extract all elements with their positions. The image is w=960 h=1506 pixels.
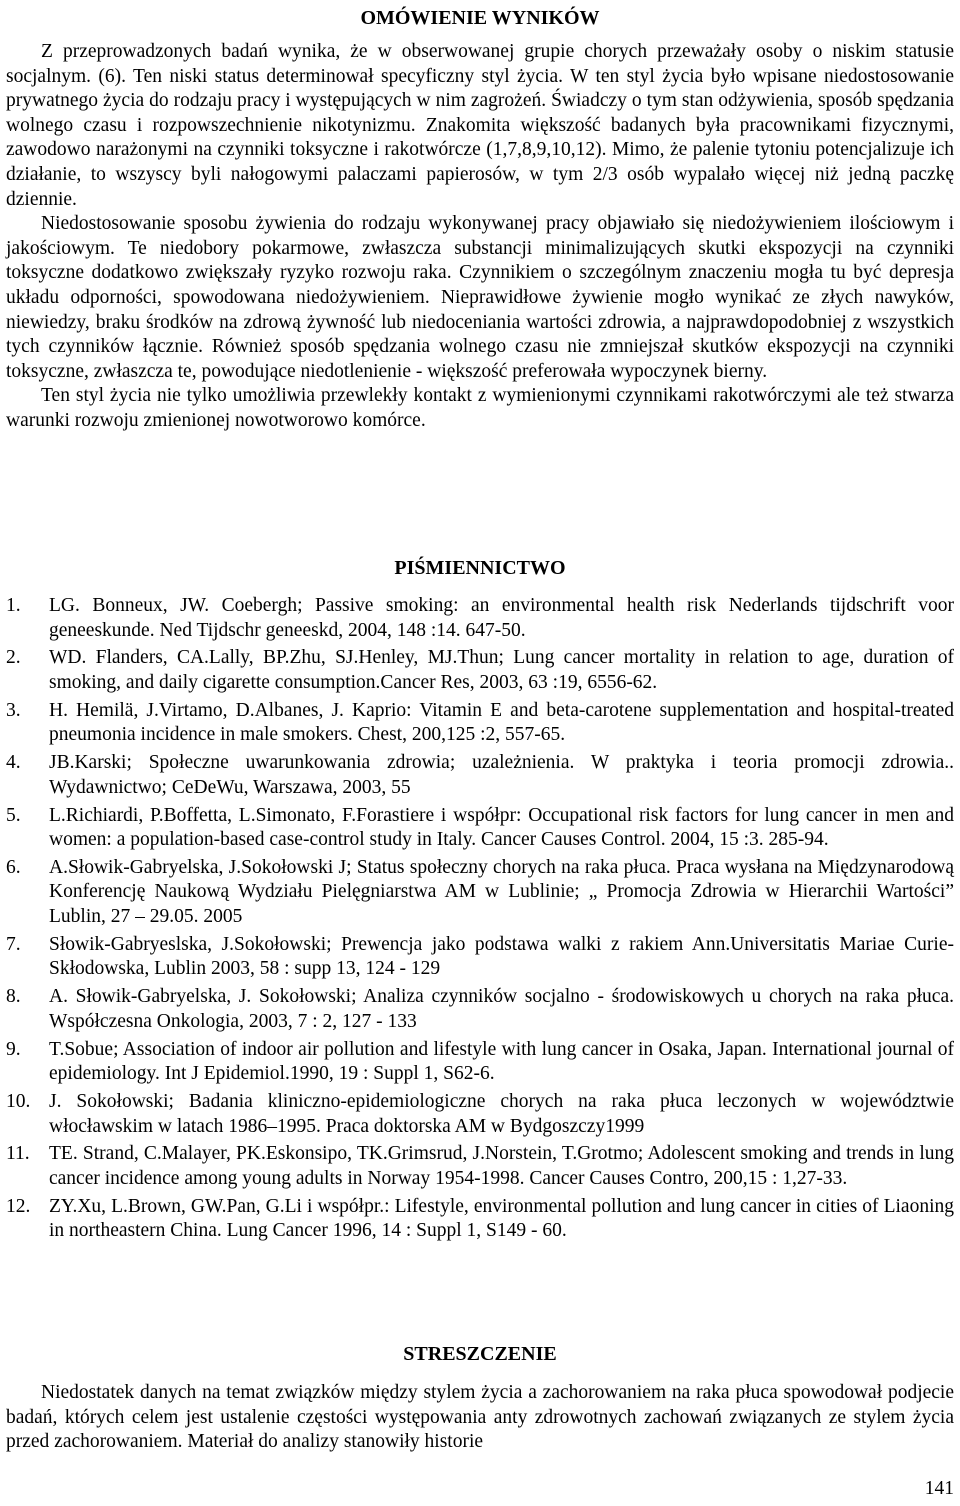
results-paragraph: Ten styl życia nie tylko umożliwia przewlekły kontakt z wymienionymi czynnikami rakotwórczymi ale też stwarza warunki rozwoju zmienionej nowotworowo komórce.	[6, 385, 954, 431]
reference-item	[6, 804, 954, 853]
reference-number: 6.	[6, 856, 21, 878]
results-paragraph: Niedostosowanie sposobu żywienia do rodzaju wykonywanej pracy objawiało się niedożywieniem ilościowym i jakościowym. Te niedobory pokarmowe, zwłaszcza substancji minimalizujących skutki ekspozycji na czynniki toksyczne dodatkowo zwiększały ryzyko rozwoju raka. Czynnikiem o szczególnym znaczeniu mogła tu być depresja układu odporności, spowodowana niedożywieniem. Nieprawidłowe żywienie mogło wynikać ze złych nawyków, niewiedzy, braku środków na zdrową żywność lub niedoceniania wartości zdrowia, a najprawdopodobniej z wszystkich tych czynników łącznie. Również sposób spędzania wolnego czasu nie zmniejszał skutków ekspozycji na czynniki toksyczne, zwłaszcza te, powodujące niedotlenienie - większość preferowała wypoczynek bierny.	[6, 213, 954, 382]
reference-number: 4.	[6, 752, 21, 774]
reference-text: T.Sobue; Association of indoor air pollution and lifestyle with lung cancer in Osaka, Japan. International journal of epidemiology. Int J Epidemiol.1990, 19 : Suppl 1, S62-6.	[49, 1038, 954, 1085]
reference-text: WD. Flanders, CA.Lally, BP.Zhu, SJ.Henley, MJ.Thun; Lung cancer mortality in relation to age, duration of smoking, and daily cigarette consumption.Cancer Res, 2003, 63 :19, 6556-62.	[49, 647, 954, 693]
summary-section	[6, 1342, 954, 1455]
reference-text: J. Sokołowski; Badania kliniczno-epidemiologiczne chorych na raka płuca leczonych w województwie włocławskim w latach 1986–1995. Praca doktorska AM w Bydgoszczy1999	[49, 1090, 954, 1137]
reference-number: 5.	[6, 804, 21, 826]
reference-number: 8.	[6, 986, 21, 1008]
reference-item	[6, 933, 954, 982]
reference-number: 3.	[6, 699, 21, 721]
reference-item	[6, 1195, 954, 1244]
results-paragraph: Z przeprowadzonych badań wynika, że w obserwowanej grupie chorych przeważały osoby o niskim statusie socjalnym. (6). Ten niski status determinował specyficzny styl życia. W ten styl życia było wpisane niedostosowanie prywatnego życia do rodzaju pracy i występujących w nim zagrożeń. Świadczy o tym stan odżywienia, sposób spędzania wolnego czasu i rozpowszechnienie nikotynizmu. Znakomita większość badanych była pracownikami fizycznymi, zawodowo narażonymi na czynniki toksyczne i rakotwórcze (1,7,8,9,10,12). Mimo, że palenie tytoniu potencjalizuje ich działanie, to wszyscy byli nałogowymi palaczami papierosów, w tym 2/3 osób wypalało więcej niż jedną paczkę dziennie.	[6, 41, 954, 210]
section-heading-summary: STRESZCZENIE	[403, 1343, 557, 1365]
section-heading-references: PIŚMIENNICTWO	[394, 557, 566, 579]
reference-number: 10.	[6, 1090, 31, 1112]
reference-item	[6, 985, 954, 1034]
references-list	[6, 594, 954, 1244]
reference-number: 7.	[6, 933, 21, 955]
references-section	[6, 556, 954, 1247]
reference-number: 12.	[6, 1195, 31, 1217]
reference-number: 1.	[6, 595, 21, 616]
reference-text: TE. Strand, C.Malayer, PK.Eskonsipo, TK.Grimsrud, J.Norstein, T.Grotmo; Adolescent smoking and trends in lung cancer incidence among young adults in Norway 1954-1998. Cancer Causes Contro, 200,15 : 1,27-33.	[49, 1143, 954, 1189]
reference-item	[6, 751, 954, 800]
reference-text: A.Słowik-Gabryelska, J.Sokołowski J; Status społeczny chorych na raka płuca. Praca wysłana na Międzynarodową Konferencję Naukową Wydziału Pielęgniarstwa AM w Lublinie; „ Promocja Zdrowia w Hierarchii Wartości” Lublin, 27 – 29.05. 2005	[49, 856, 954, 928]
reference-text: ZY.Xu, L.Brown, GW.Pan, G.Li i współpr.: Lifestyle, environmental pollution and lung cancer in cities of Liaoning in northeastern China. Lung Cancer 1996, 14 : Suppl 1, S149 - 60.	[49, 1195, 954, 1242]
page-number: 141	[924, 1478, 954, 1499]
reference-text: H. Hemilä, J.Virtamo, D.Albanes, J. Kaprio: Vitamin E and beta-carotene supplementation and hospital-treated pneumonia incidence in male smokers. Chest, 200,125 :2, 557-65.	[49, 699, 954, 746]
section-heading-results: OMÓWIENIE WYNIKÓW	[360, 7, 600, 29]
reference-number: 11.	[6, 1143, 30, 1165]
reference-item	[6, 1142, 954, 1191]
reference-number: 9.	[6, 1038, 21, 1060]
reference-item	[6, 1038, 954, 1087]
reference-item	[6, 699, 954, 748]
reference-item	[6, 856, 954, 930]
summary-paragraph: Niedostatek danych na temat związków między stylem życia a zachorowaniem na raka płuca spowodował podjecie badań, których celem jest ustalenie częstości występowania anty zdrowotnych zachowań związanych ze stylem życia przed zachorowaniem. Materiał do analizy stanowiły historie	[6, 1382, 954, 1453]
reference-text: Słowik-Gabryeslska, J.Sokołowski; Prewencja jako podstawa walki z rakiem Ann.Universitatis Mariae Curie-Skłodowska, Lublin 2003, 58 : supp 13, 124 - 129	[49, 933, 954, 980]
reference-item	[6, 646, 954, 695]
reference-text: LG. Bonneux, JW. Coebergh; Passive smoking: an environmental health risk Nederlands tijdschrift voor geneeskunde. Ned Tijdschr geneeskd, 2004, 148 :14. 647-50.	[49, 595, 954, 641]
reference-item	[6, 594, 954, 643]
results-discussion-section	[6, 6, 954, 434]
reference-item	[6, 1090, 954, 1139]
reference-text: L.Richiardi, P.Boffetta, L.Simonato, F.Forastiere i współpr: Occupational risk factors for lung cancer in men and women: a population-based case-control study in Italy. Cancer Causes Control. 2004, 15 :3. 285-94.	[49, 804, 954, 851]
reference-text: JB.Karski; Społeczne uwarunkowania zdrowia; uzależnienia. W praktyka i teoria promocji zdrowia.. Wydawnictwo; CeDeWu, Warszawa, 2003, 55	[49, 752, 954, 798]
reference-number: 2.	[6, 647, 21, 669]
reference-text: A. Słowik-Gabryelska, J. Sokołowski; Analiza czynników socjalno - środowiskowych u chorych na raka płuca. Współczesna Onkologia, 2003, 7 : 2, 127 - 133	[49, 986, 954, 1032]
